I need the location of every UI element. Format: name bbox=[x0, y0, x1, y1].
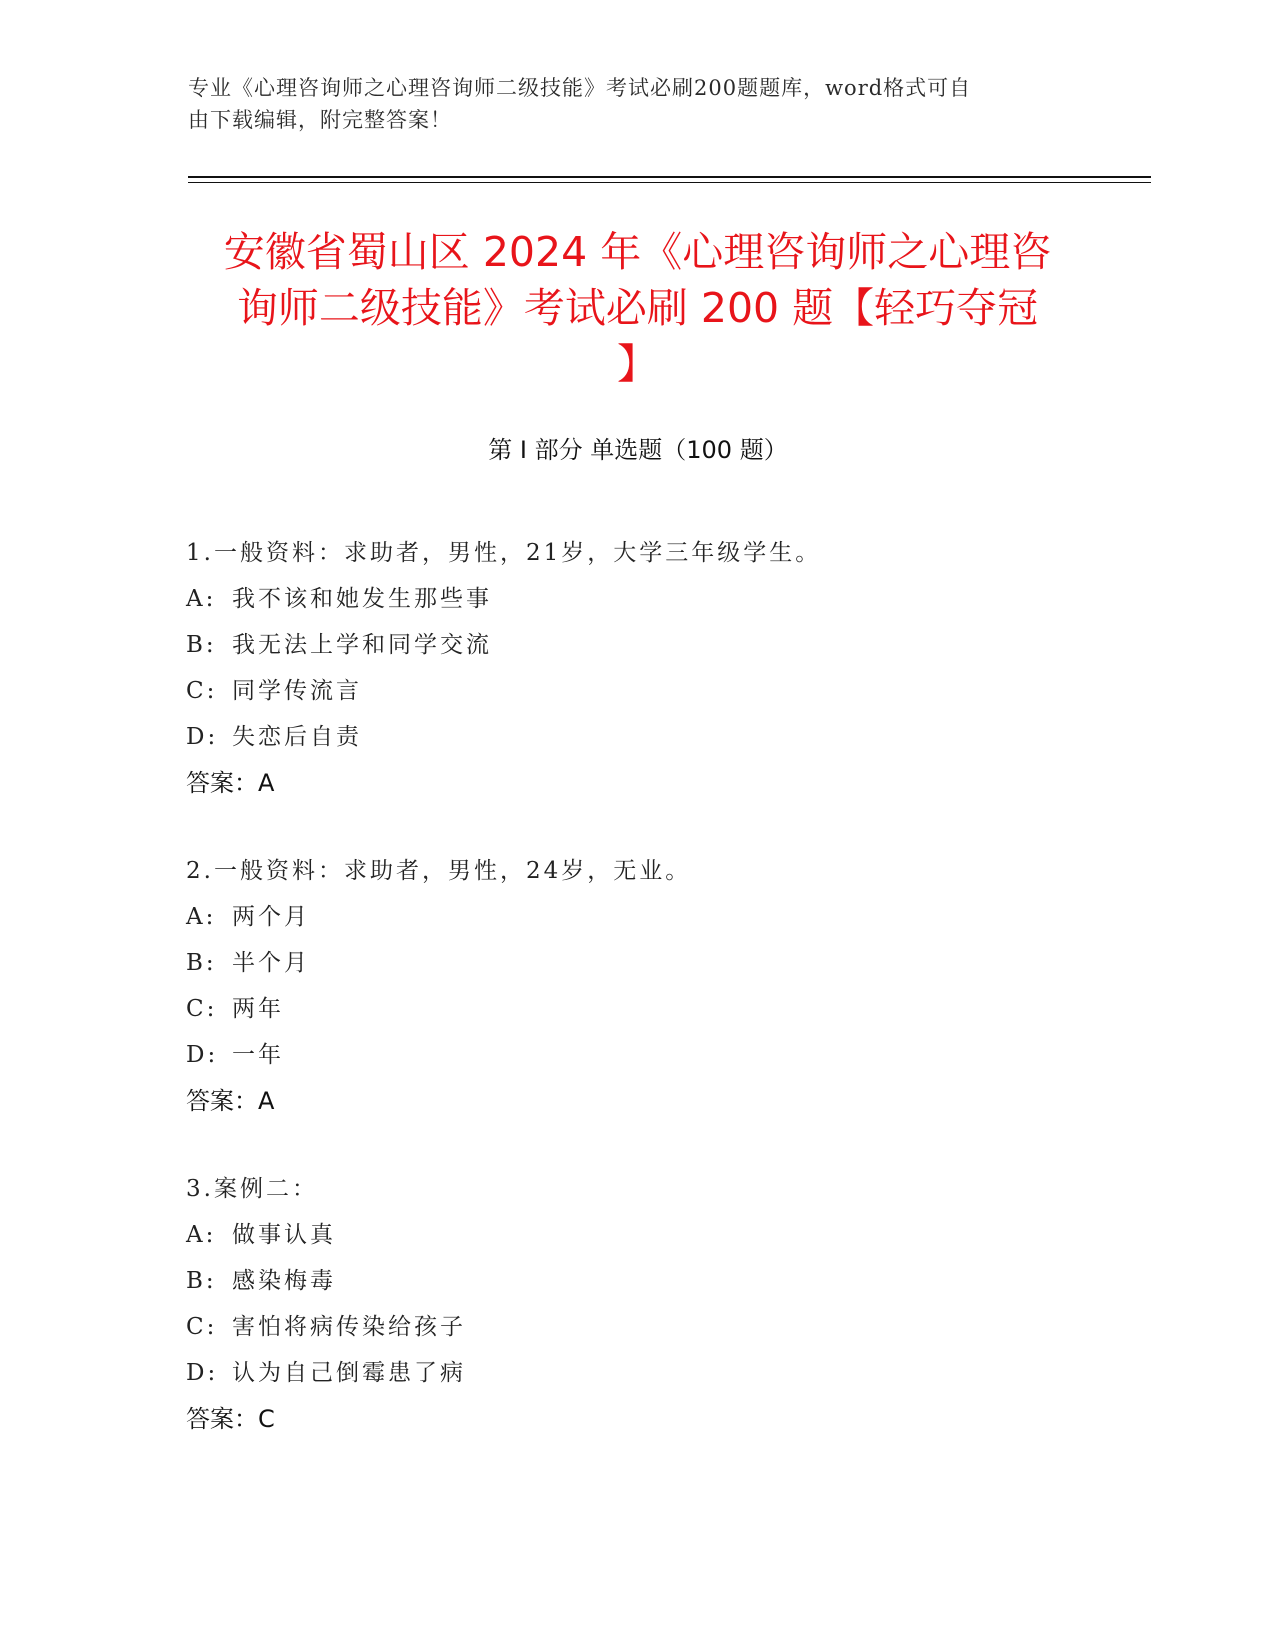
section-title: 第 I 部分 单选题（100 题） bbox=[488, 436, 788, 464]
option-letter: C: bbox=[186, 1314, 218, 1340]
option-letter: B: bbox=[186, 632, 217, 658]
option-text: 我不该和她发生那些事 bbox=[232, 586, 492, 612]
option-b bbox=[186, 622, 1136, 668]
option-text: 做事认真 bbox=[232, 1222, 336, 1248]
option-letter: A: bbox=[186, 586, 217, 612]
option-a bbox=[186, 894, 1136, 940]
option-d bbox=[186, 714, 1136, 760]
option-b bbox=[186, 1258, 1136, 1304]
option-letter: D: bbox=[186, 724, 219, 750]
question-stem: 2.一般资料：求助者，男性，24岁，无业。 bbox=[186, 858, 692, 884]
option-a bbox=[186, 1212, 1136, 1258]
question-stem: 1.一般资料：求助者，男性，21岁，大学三年级学生。 bbox=[186, 540, 822, 566]
question-list bbox=[186, 530, 1136, 1484]
question-stem: 3.案例二： bbox=[186, 1176, 318, 1202]
header-note-line-1: 专业《心理咨询师之心理咨询师二级技能》考试必刷200题题库，word格式可自 bbox=[188, 76, 972, 100]
option-letter: C: bbox=[186, 678, 218, 704]
question-2 bbox=[186, 848, 1136, 1124]
option-text: 半个月 bbox=[232, 950, 310, 976]
option-text: 一年 bbox=[232, 1042, 284, 1068]
title-line-1: 安徽省蜀山区 2024 年《心理咨询师之心理咨 bbox=[223, 228, 1052, 276]
title-line-2: 询师二级技能》考试必刷 200 题【轻巧夺冠 bbox=[236, 284, 1039, 332]
title-line-3: 】 bbox=[617, 340, 658, 388]
answer: 答案：C bbox=[186, 1405, 275, 1433]
option-c bbox=[186, 986, 1136, 1032]
option-d bbox=[186, 1350, 1136, 1396]
header-note-line-2: 由下载编辑，附完整答案！ bbox=[188, 108, 452, 132]
header-divider-thin bbox=[188, 182, 1151, 183]
option-c bbox=[186, 668, 1136, 714]
header-divider-thick bbox=[188, 176, 1151, 178]
option-text: 认为自己倒霉患了病 bbox=[232, 1360, 466, 1386]
option-text: 感染梅毒 bbox=[232, 1268, 336, 1294]
question-1 bbox=[186, 530, 1136, 806]
option-d bbox=[186, 1032, 1136, 1078]
option-letter: D: bbox=[186, 1360, 219, 1386]
option-text: 同学传流言 bbox=[232, 678, 362, 704]
option-a bbox=[186, 576, 1136, 622]
option-c bbox=[186, 1304, 1136, 1350]
question-3 bbox=[186, 1166, 1136, 1442]
document-header-note bbox=[188, 72, 1088, 136]
option-letter: B: bbox=[186, 950, 217, 976]
option-letter: A: bbox=[186, 904, 217, 930]
option-text: 两个月 bbox=[232, 904, 310, 930]
document-title bbox=[150, 224, 1125, 392]
option-letter: D: bbox=[186, 1042, 219, 1068]
option-b bbox=[186, 940, 1136, 986]
option-text: 我无法上学和同学交流 bbox=[232, 632, 492, 658]
answer: 答案：A bbox=[186, 1087, 275, 1115]
option-text: 两年 bbox=[232, 996, 284, 1022]
answer: 答案：A bbox=[186, 769, 275, 797]
option-text: 害怕将病传染给孩子 bbox=[232, 1314, 466, 1340]
option-letter: A: bbox=[186, 1222, 217, 1248]
option-text: 失恋后自责 bbox=[232, 724, 362, 750]
option-letter: B: bbox=[186, 1268, 217, 1294]
option-letter: C: bbox=[186, 996, 218, 1022]
